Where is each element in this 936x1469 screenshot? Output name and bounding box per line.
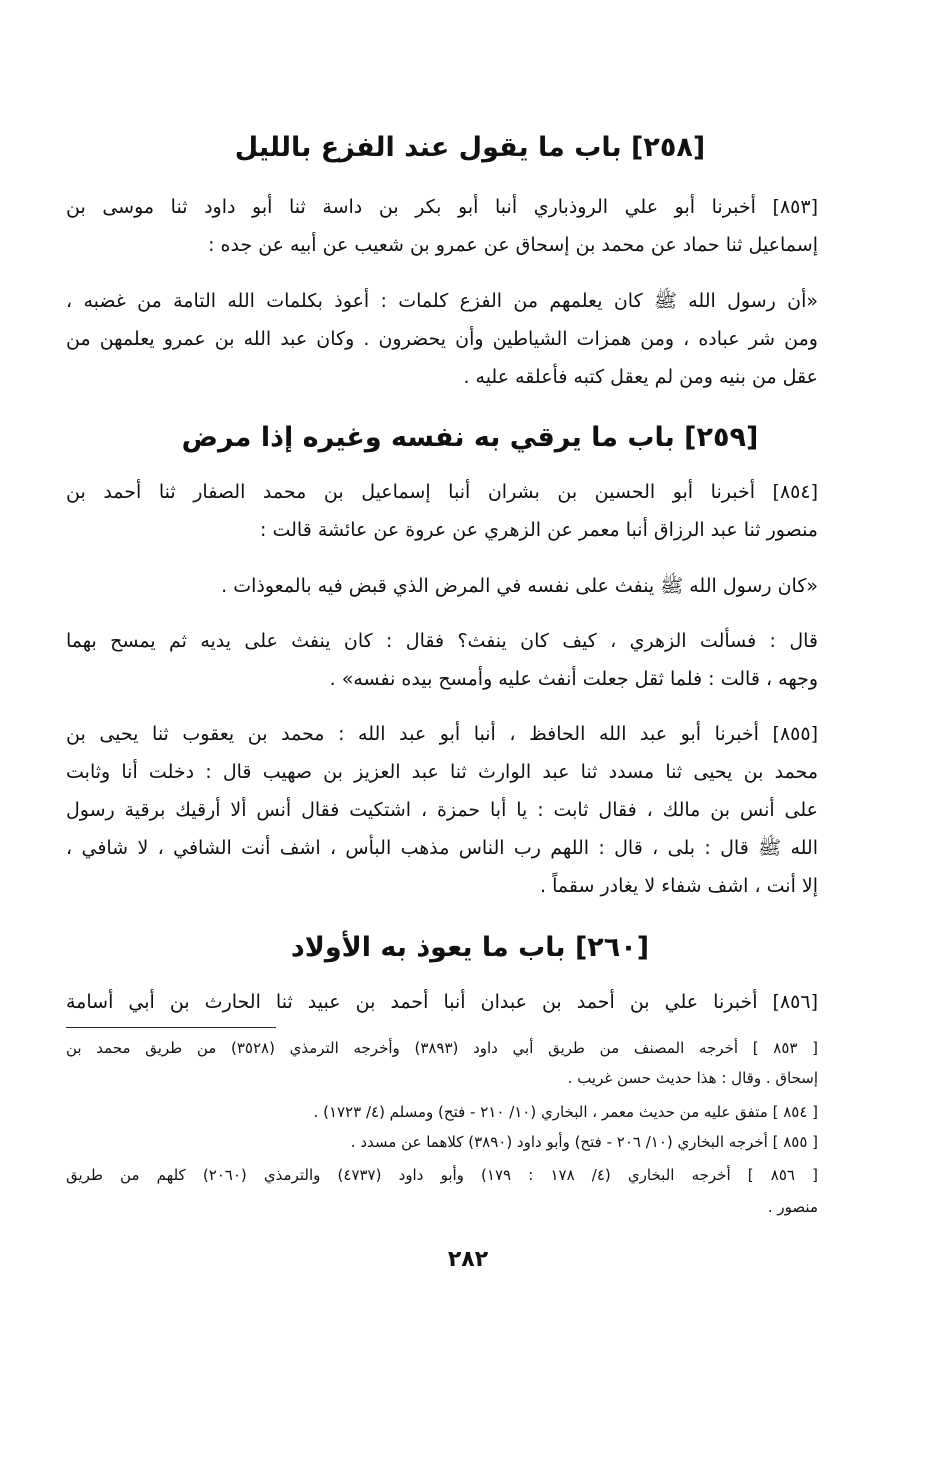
text-line: إسماعيل ثنا حماد عن محمد بن إسحاق عن عمرو بن شعيب عن أبيه عن جده : [208,234,818,256]
footnote-line: منصور . [767,1198,818,1216]
footnote-line: [ ٨٥٦ ] أخرجه البخاري (٤/ ١٧٨ : ١٧٩) وأبو داود (٤٧٣٧) والترمذي (٢٠٦٠) كلهم من طريق [66,1166,818,1184]
text-line: على أنس بن مالك ، فقال ثابت : يا أبا حمزة ، اشتكيت فقال أنس ألا أرقيك برقية رسول [66,799,818,821]
footnote-line: [ ٨٥٥ ] أخرجه البخاري (١٠/ ٢٠٦ - فتح) وأبو داود (٣٨٩٠) كلاهما عن مسدد . [350,1133,818,1151]
footnote-line: إسحاق . وقال : هذا حديث حسن غريب . [567,1069,818,1087]
footnote-line: [ ٨٥٣ ] أخرجه المصنف من طريق أبي داود (٣٨٩٣) وأخرجه الترمذي (٣٥٢٨) من طريق محمد بن [66,1039,818,1057]
text-line: قال : فسألت الزهري ، كيف كان ينفث؟ فقال : كان ينفث على يديه ثم يمسح بهما [66,630,818,652]
text-line: ومن شر عباده ، ومن همزات الشياطين وأن يحضرون . وكان عبد الله بن عمرو يعلمهن من [66,328,818,350]
text-line: منصور ثنا عبد الرزاق أنبا معمر عن الزهري عن عروة عن عائشة قالت : [260,519,818,541]
text-line: محمد بن يحيى ثنا مسدد ثنا عبد الوارث ثنا عبد العزيز بن صهيب قال : دخلت أنا وثابت [66,761,818,783]
text-line: «أن رسول الله ﷺ كان يعلمهم من الفزع كلمات : أعوذ بكلمات الله التامة من غضبه ، [66,290,818,312]
chapter-heading-260: [٢٦٠] باب ما يعوذ به الأولاد [290,932,650,963]
page-number: ٢٨٢ [447,1247,489,1272]
footnote-rule [66,1027,276,1028]
text-line: «كان رسول الله ﷺ ينفث على نفسه في المرض الذي قبض فيه بالمعوذات . [221,575,818,597]
text-line: [٨٥٤] أخبرنا أبو الحسين بن بشران أنبا إسماعيل بن محمد الصفار ثنا أحمد بن [66,481,818,503]
text-line: [٨٥٣] أخبرنا أبو علي الروذباري أنبا أبو بكر بن داسة ثنا أبو داود ثنا موسى بن [66,196,818,218]
chapter-heading-259: [٢٥٩] باب ما يرقي به نفسه وغيره إذا مرض [181,422,759,453]
text-line: [٨٥٥] أخبرنا أبو عبد الله الحافظ ، أنبا أبو عبد الله : محمد بن يعقوب ثنا يحيى بن [66,723,818,745]
text-line: [٨٥٦] أخبرنا علي بن أحمد بن عبدان أنبا أحمد بن عبيد ثنا الحارث بن أبي أسامة [66,991,818,1013]
text-line: وجهه ، قالت : فلما ثقل جعلت أنفث عليه وأمسح بيده نفسه» . [329,668,818,690]
chapter-heading-258: [٢٥٨] باب ما يقول عند الفزع بالليل [234,132,706,163]
text-line: الله ﷺ قال : بلى ، قال : اللهم رب الناس مذهب البأس ، اشف أنت الشافي ، لا شافي ، [66,837,818,859]
text-line: إلا أنت ، اشف شفاء لا يغادر سقماً . [540,875,818,897]
footnote-line: [ ٨٥٤ ] متفق عليه من حديث معمر ، البخاري (١٠/ ٢١٠ - فتح) ومسلم (٤/ ١٧٢٣) . [313,1103,818,1121]
text-line: عقل من بنيه ومن لم يعقل كتبه فأعلقه عليه . [463,366,818,388]
